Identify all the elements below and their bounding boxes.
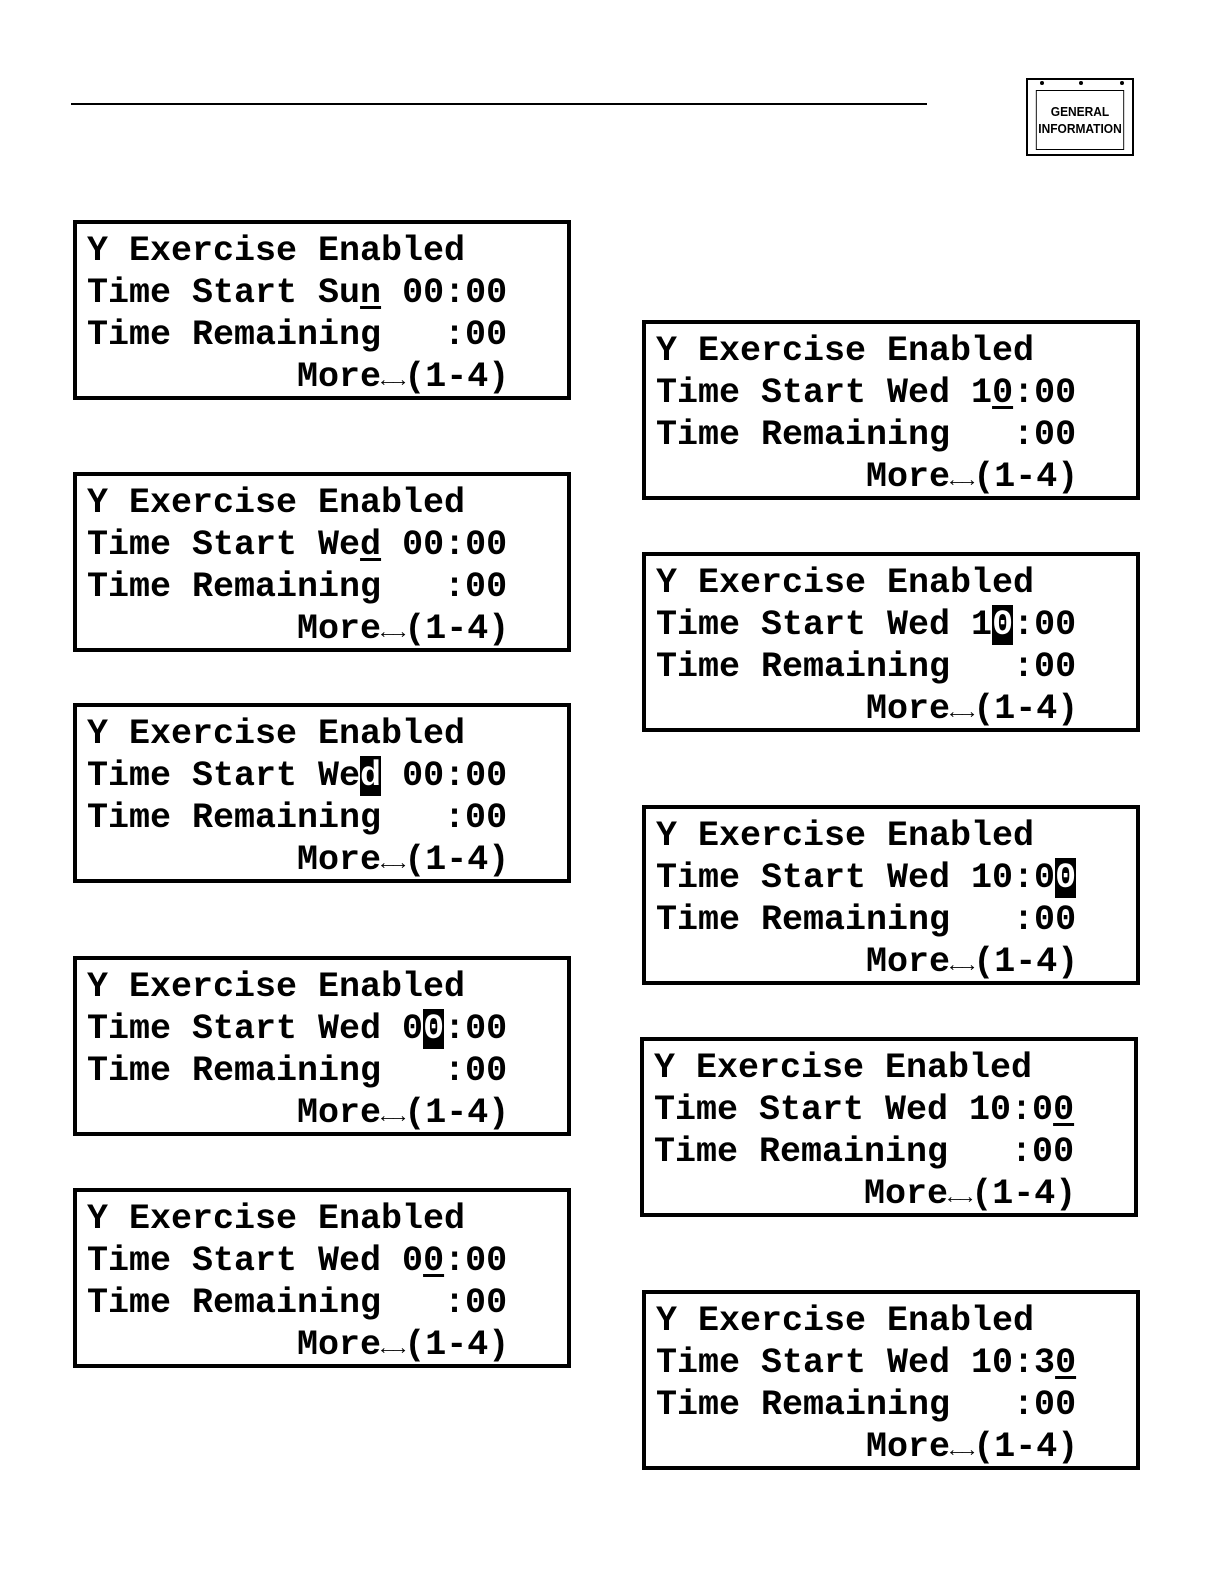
lcd-line-time-remaining: Time Remaining :00 [654,1132,1075,1172]
time-start-text-rest: 00:00 [381,525,508,565]
page-range: (1-4) [973,1427,1079,1467]
left-right-arrows-icon: ←→ [950,702,974,725]
time-start-text-rest: :00 [444,1009,508,1049]
lcd-line-status: Y Exercise Enabled [654,1048,1033,1088]
more-label: More [866,1427,951,1467]
edit-cursor: 0 [1055,1343,1077,1383]
lcd-display [642,320,1140,500]
time-start-text: Time Start Wed 10:0 [654,1090,1054,1130]
tab-hole-icon [1079,81,1083,85]
edit-cursor: 0 [423,1009,445,1049]
lcd-line-time-start [656,857,1126,899]
lcd-display [73,220,571,400]
more-label: More [866,942,951,982]
lcd-line-status: Y Exercise Enabled [87,483,466,523]
more-label: More [297,609,382,649]
lcd-line-time-start [656,372,1126,414]
lcd-line-time-remaining: Time Remaining :00 [656,900,1077,940]
page-range: (1-4) [404,840,510,880]
time-start-text: Time Start Wed 10:3 [656,1343,1056,1383]
page-range: (1-4) [973,457,1079,497]
time-start-text: Time Start Wed 10:0 [656,858,1056,898]
lcd-line-more [656,456,1126,498]
lcd-line-time-start [87,524,557,566]
edit-cursor: d [360,525,382,565]
tab-hole-icon [1120,81,1124,85]
lcd-line-time-remaining: Time Remaining :00 [87,567,508,607]
page-range: (1-4) [404,357,510,397]
lcd-line-more [656,941,1126,983]
edit-cursor: 0 [1055,858,1077,898]
left-right-arrows-icon: ←→ [950,1440,974,1463]
time-start-text: Time Start Wed 1 [656,373,993,413]
lcd-line-time-start [656,1342,1126,1384]
lcd-line-time-start [87,1240,557,1282]
lcd-line-status: Y Exercise Enabled [87,1199,466,1239]
edit-cursor: 0 [992,373,1014,413]
lcd-line-status: Y Exercise Enabled [656,1301,1035,1341]
lcd-line-status: Y Exercise Enabled [87,231,466,271]
lcd-display [640,1037,1138,1217]
more-label: More [297,357,382,397]
left-right-arrows-icon: ←→ [381,1338,405,1361]
page-range: (1-4) [404,1093,510,1133]
header-rule [71,103,927,105]
lcd-line-time-start [87,1008,557,1050]
lcd-display [73,1188,571,1368]
time-start-text-rest: 00:00 [381,273,508,313]
lcd-line-time-remaining: Time Remaining :00 [87,315,508,355]
more-label: More [297,840,382,880]
tab-label-line2: INFORMATION [1038,121,1122,136]
lcd-line-time-start [87,272,557,314]
tab-label [1036,90,1124,150]
time-start-text: Time Start Wed 1 [656,605,993,645]
lcd-display [73,472,571,652]
more-label: More [297,1325,382,1365]
lcd-line-time-remaining: Time Remaining :00 [656,415,1077,455]
left-right-arrows-icon: ←→ [381,622,405,645]
left-right-arrows-icon: ←→ [381,853,405,876]
page-range: (1-4) [404,609,510,649]
lcd-line-time-remaining: Time Remaining :00 [87,1051,508,1091]
lcd-line-time-start [87,755,557,797]
lcd-display [642,805,1140,985]
page-range: (1-4) [404,1325,510,1365]
more-label: More [864,1174,949,1214]
page-range: (1-4) [971,1174,1077,1214]
left-right-arrows-icon: ←→ [948,1187,972,1210]
tab-hole-icon [1040,81,1044,85]
lcd-line-time-remaining: Time Remaining :00 [656,647,1077,687]
page-range: (1-4) [973,689,1079,729]
lcd-display [642,1290,1140,1470]
time-start-text: Time Start We [87,756,361,796]
lcd-line-more [656,688,1126,730]
lcd-line-more [87,608,557,650]
lcd-line-time-start [656,604,1126,646]
edit-cursor: n [360,273,382,313]
time-start-text-rest: :00 [444,1241,508,1281]
lcd-display [73,703,571,883]
lcd-line-time-start [654,1089,1124,1131]
lcd-display [73,956,571,1136]
lcd-line-time-remaining: Time Remaining :00 [87,798,508,838]
time-start-text-rest: 00:00 [381,756,508,796]
general-information-tab [1026,78,1134,156]
edit-cursor: 0 [1053,1090,1075,1130]
time-start-text: Time Start Wed 0 [87,1241,424,1281]
lcd-line-more [87,1092,557,1134]
lcd-line-more [654,1173,1124,1215]
time-start-text: Time Start We [87,525,361,565]
lcd-line-status: Y Exercise Enabled [87,714,466,754]
more-label: More [297,1093,382,1133]
lcd-line-time-remaining: Time Remaining :00 [87,1283,508,1323]
page-range: (1-4) [973,942,1079,982]
time-start-text: Time Start Su [87,273,361,313]
lcd-line-status: Y Exercise Enabled [656,816,1035,856]
edit-cursor: 0 [423,1241,445,1281]
edit-cursor: 0 [992,605,1014,645]
time-start-text-rest: :00 [1013,373,1077,413]
left-right-arrows-icon: ←→ [950,955,974,978]
time-start-text: Time Start Wed 0 [87,1009,424,1049]
time-start-text-rest: :00 [1013,605,1077,645]
lcd-line-time-remaining: Time Remaining :00 [656,1385,1077,1425]
left-right-arrows-icon: ←→ [381,1106,405,1129]
lcd-line-more [656,1426,1126,1468]
left-right-arrows-icon: ←→ [950,470,974,493]
more-label: More [866,689,951,729]
lcd-line-status: Y Exercise Enabled [656,331,1035,371]
lcd-line-more [87,1324,557,1366]
left-right-arrows-icon: ←→ [381,370,405,393]
more-label: More [866,457,951,497]
lcd-line-more [87,839,557,881]
lcd-line-status: Y Exercise Enabled [656,563,1035,603]
lcd-line-status: Y Exercise Enabled [87,967,466,1007]
edit-cursor: d [360,756,382,796]
lcd-display [642,552,1140,732]
tab-label-line1: GENERAL [1050,104,1110,119]
lcd-line-more [87,356,557,398]
